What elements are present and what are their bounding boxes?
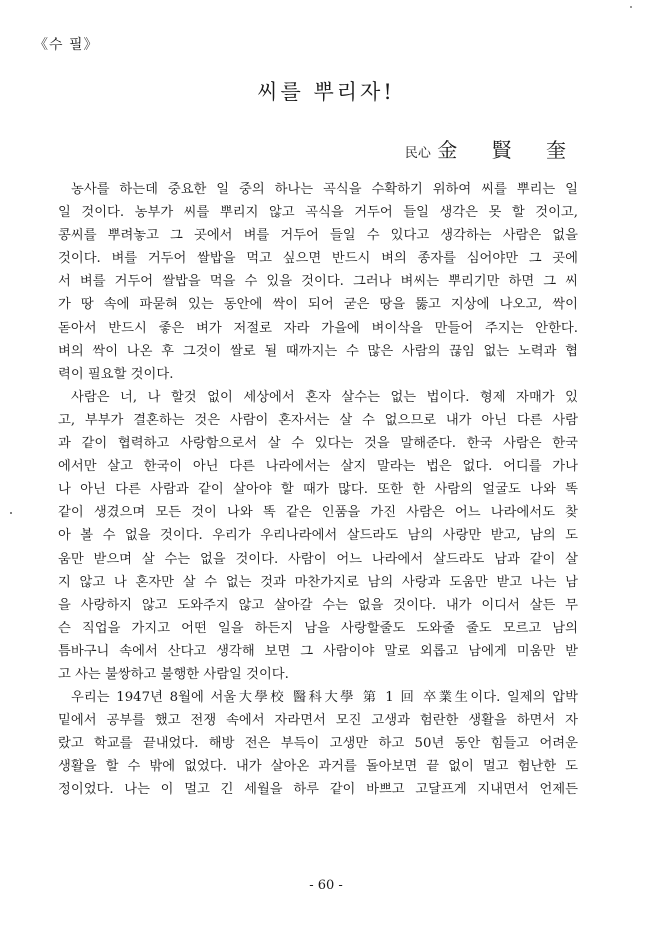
scan-speck (630, 6, 632, 8)
body-text-line: 력이 필요할 것이다. (58, 366, 174, 382)
body-text-line: 밑에서 공부를 했고 전쟁 속에서 자라면서 모진 고생과 험란한 생활을 하면서 자 (58, 713, 578, 729)
body-text-line: 에서만 살고 한국이 아닌 다른 나라에서는 살지 말라는 법은 없다. 어디를 가나 (58, 459, 578, 475)
body-text-line: 일 것이다. 농부가 씨를 뿌리지 않고 곡식을 거두어 들일 생각은 못 할 것이고, (58, 205, 578, 221)
body-text-line: 농사를 하는데 중요한 일 중의 하나는 곡식을 수확하기 위하여 씨를 뿌리는 일 (71, 182, 578, 197)
body-text-line: 생활을 할 수 밖에 없었다. 내가 살아온 과거를 돌아보면 끝 없이 멀고 험난한 도 (58, 759, 578, 775)
body-text-line: 사람은 너, 나 할것 없이 세상에서 혼자 살수는 없는 법이다. 형제 자매가 있 (71, 389, 578, 405)
page-number: - 60 - (309, 878, 343, 893)
body-text-line: 아 볼 수 없을 것이다. 우리가 우리나라에서 살드라도 남의 사랑만 받고, 남의 도 (58, 528, 578, 544)
section-tag: 《수 필》 (34, 37, 99, 53)
body-text-line: 움만 받으며 살 수는 없을 것이다. 사람이 어느 나라에서 살드라도 남과 같이 살 (58, 551, 578, 567)
body-text-line: 을 사랑하지 않고 도와주지 않고 살아갈 수는 없을 것이다. 내가 이디서 살든 무 (58, 597, 578, 613)
article-body (58, 178, 578, 802)
body-text-line: 지 않고 나 혼자만 살 수 없는 것과 마찬가지로 남의 사랑과 도움만 받고 나는 남 (58, 574, 578, 590)
author-name: 金 賢 奎 (437, 138, 580, 162)
author-byline (405, 134, 580, 163)
body-text-line: 틈바구니 속에서 산다고 생각해 보면 그 사람이야 말로 외롭고 남에게 미움만 받 (58, 643, 578, 659)
scan-speck (10, 512, 12, 514)
body-text-line: 같이 생겼으며 모든 것이 나와 똑 같은 인품을 가진 사람은 어느 나라에서도 찾 (58, 505, 578, 521)
body-text-line: 과 같이 협력하고 사랑함으로서 살 수 있다는 것을 말해준다. 한국 사람은 한국 (58, 436, 578, 452)
body-text-line: 슨 직업을 가지고 어떤 일을 하든지 남을 사랑할줄도 도와줄 줄도 모르고 남의 (58, 620, 578, 636)
body-text-line: 콩씨를 뿌려놓고 그 곳에서 벼를 거두어 들일 수 있다고 생각하는 사람은 없을 (58, 228, 578, 244)
body-text-line: 고, 부부가 결혼하는 것은 사람이 혼자서는 살 수 없으므로 내가 아닌 다른 사람 (58, 412, 578, 428)
body-text-line: 고 사는 불쌍하고 불행한 사람일 것이다. (58, 666, 289, 682)
author-pen-name: 民心 (404, 146, 431, 161)
body-text-line: 가 땅 속에 파묻혀 있는 동안에 싹이 되어 굳은 땅을 뚫고 지상에 나오고, 싹이 (58, 297, 578, 313)
body-text-line: 것이다. 벼를 거두어 쌀밥을 먹고 싶으면 반드시 벼의 종자를 심어야만 그 곳에 (58, 251, 578, 267)
body-text-line: 우리는 1947년 8월에 서울大學校 醫科大學 第 1 回 卒業生이다. 일제의 압박 (71, 690, 578, 706)
body-text-line: 랐고 학교를 끝내었다. 해방 전은 부득이 고생만 하고 50년 동안 힘들고 어려운 (58, 736, 578, 752)
body-text-line: 나 아닌 다른 사람과 같이 살아야 할 때가 많다. 또한 한 사람의 얼굴도 나와 똑 (58, 482, 578, 498)
body-text-line: 서 벼를 거두어 쌀밥을 먹을 수 있을 것이다. 그러나 벼씨는 뿌리기만 하면 그 씨 (58, 274, 578, 290)
article-title: 씨를 뿌리자! (257, 80, 395, 104)
body-text-line: 정이었다. 나는 이 멀고 긴 세월을 하루 같이 바쁘고 고달프게 지내면서 언제든 (58, 782, 578, 798)
body-text-line: 벼의 싹이 나온 후 그것이 쌀로 될 때까지는 수 많은 사람의 끊임 없는 노력과 협 (58, 343, 578, 359)
body-text-line: 돋아서 반드시 좋은 벼가 저절로 자라 가을에 벼이삭을 만들어 주지는 안한다. (58, 320, 578, 336)
